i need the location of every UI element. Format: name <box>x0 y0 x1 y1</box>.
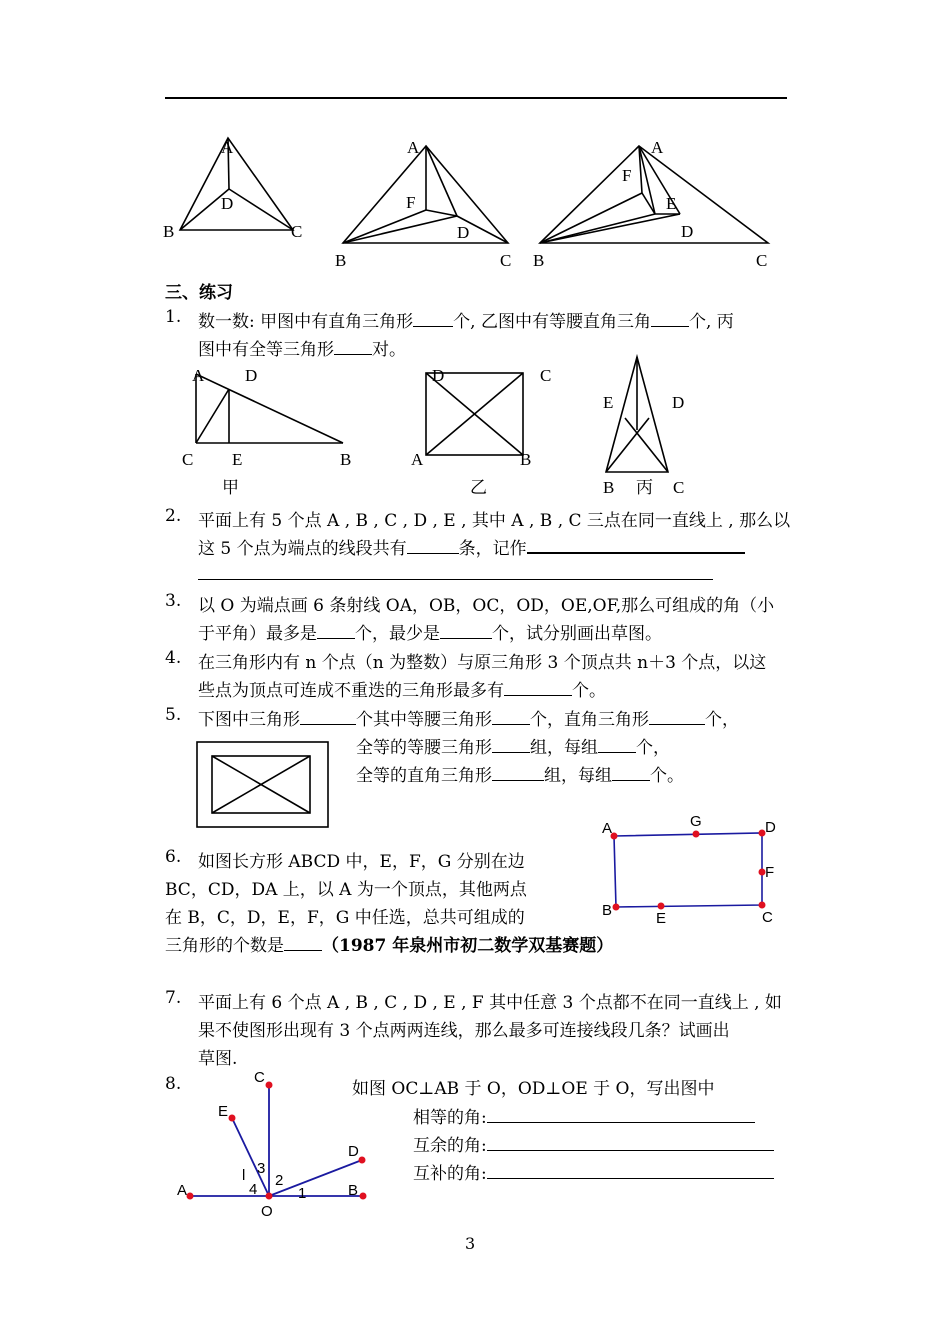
yi-label-A: A <box>411 450 424 469</box>
text-span: 些点为顶点可连成不重迭的三角形最多有 <box>198 681 504 701</box>
jia-label-D: D <box>245 366 258 385</box>
q5-number: 5. <box>165 705 182 725</box>
bing-label-B: B <box>603 478 615 497</box>
q7-line1: 平面上有 6 个点 A , B , C , D , E , F 其中任意 3 个点都不在同一直线上 , 如 <box>198 993 782 1013</box>
q8-angle-4: 4 <box>249 1181 258 1198</box>
text-span: 个。 <box>650 766 684 786</box>
q4-number: 4. <box>165 648 182 668</box>
text-span: 这 5 个点为端点的线段共有 <box>198 539 407 559</box>
fig3-label-C: C <box>756 251 768 270</box>
fig2-label-F: F <box>406 193 416 212</box>
fig1-label-B: B <box>163 222 175 241</box>
yi-label-C: C <box>540 366 552 385</box>
q8-angle-1: 1 <box>298 1185 307 1202</box>
jia-label-C: C <box>182 450 194 469</box>
q6-line1: 如图长方形 ABCD 中，E，F，G 分别在边 <box>198 852 525 872</box>
fig2-label-B: B <box>335 251 347 270</box>
fig3-label-B: B <box>533 251 545 270</box>
text-span: 互余的角: <box>413 1136 487 1156</box>
fig2-label-D: D <box>457 223 470 242</box>
yi-caption: 乙 <box>470 478 487 497</box>
fig1-label-C: C <box>291 222 303 241</box>
text-span: 对。 <box>372 340 406 360</box>
bing-label-E: E <box>603 393 614 412</box>
q8-intro: 如图 OC⊥AB 于 O，OD⊥OE 于 O，写出图中 <box>352 1079 715 1099</box>
fig1-label-D: D <box>221 194 234 213</box>
fig2-label-C: C <box>500 251 512 270</box>
text-span: 个，最少是 <box>355 624 440 644</box>
q8-label-B: B <box>348 1182 359 1199</box>
fig3-label-D: D <box>681 222 694 241</box>
q2-line1: 平面上有 5 个点 A , B , C , D , E , 其中 A , B , C 三点在同一直线上 , 那么以 <box>198 511 791 531</box>
q2-number: 2. <box>165 506 182 526</box>
jia-label-E: E <box>232 450 243 469</box>
q6-line2: BC，CD，DA 上，以 A 为一个顶点，其他两点 <box>165 880 527 900</box>
yi-label-D: D <box>432 366 445 385</box>
yi-label-B: B <box>520 450 532 469</box>
fig3-label-F: F <box>622 166 632 185</box>
q3-line1: 以 O 为端点画 6 条射线 OA，OB，OC，OD，OE,OF,那么可组成的角（小 <box>198 596 775 616</box>
q6-label-A: A <box>602 820 613 837</box>
text-span: 相等的角: <box>413 1108 487 1128</box>
q8-label-C: C <box>254 1069 265 1086</box>
q8-angle-3: 3 <box>257 1160 266 1177</box>
q6-label-B: B <box>602 902 613 919</box>
q7-number: 7. <box>165 988 182 1008</box>
q4-line1: 在三角形内有 n 个点（n 为整数）与原三角形 3 个顶点共 n＋3 个点，以这 <box>198 653 767 673</box>
text-span: 个，试分别画出草图。 <box>492 624 662 644</box>
text-span: 条，记作 <box>458 539 527 559</box>
text-span: 全等的直角三角形 <box>356 766 492 786</box>
q7-line3: 草图. <box>198 1049 238 1069</box>
jia-label-A: A <box>192 366 205 385</box>
q8-label-E: E <box>218 1103 229 1120</box>
text-span: 个， <box>705 710 739 730</box>
fig3-label-A: A <box>651 138 664 157</box>
text-span: 组，每组 <box>544 766 612 786</box>
text-span: 个， <box>636 738 670 758</box>
text-span: 下图中三角形 <box>198 710 300 730</box>
text-span: 三角形的个数是 <box>165 936 284 956</box>
q6-label-G: G <box>690 813 702 830</box>
text-span: 图中有全等三角形 <box>198 340 334 360</box>
q6-line3: 在 B，C，D，E，F，G 中任选，总共可组成的 <box>165 908 525 928</box>
page-number: 3 <box>465 1234 476 1253</box>
jia-caption: 甲 <box>222 478 239 497</box>
text-span: 个其中等腰三角形 <box>356 710 492 730</box>
text-span: 数一数: 甲图中有直角三角形 <box>198 312 414 332</box>
q6-label-C: C <box>762 909 773 926</box>
q6-label-F: F <box>765 864 775 881</box>
section-heading: 三、练习 <box>165 283 233 303</box>
q8-label-O: O <box>261 1203 273 1220</box>
text-span: 个, 乙图中有等腰直角三角 <box>453 312 651 332</box>
q8-label-A: A <box>177 1182 188 1199</box>
bing-label-C: C <box>673 478 685 497</box>
q6-label-E: E <box>656 910 667 927</box>
jia-label-B: B <box>340 450 352 469</box>
q8-angle-2: 2 <box>275 1172 284 1189</box>
bing-label-D: D <box>672 393 685 412</box>
q8-tick-mark: l <box>242 1167 246 1184</box>
fig1-label-A: A <box>221 138 234 157</box>
text-span: 于平角）最多是 <box>198 624 317 644</box>
text-span: 全等的等腰三角形 <box>356 738 492 758</box>
q8-label-D: D <box>348 1143 359 1160</box>
fig3-label-E: E <box>666 194 677 213</box>
q8-number: 8. <box>165 1074 182 1094</box>
text-span: 个, 丙 <box>688 312 734 332</box>
q7-line2: 果不使图形出现有 3 个点两两连线，那么最多可连接线段几条？试画出 <box>198 1021 730 1041</box>
text-span: 互补的角: <box>413 1164 487 1184</box>
text-span: 个，直角三角形 <box>530 710 649 730</box>
text-span: （1987 年泉州市初二数学双基赛题） <box>322 936 614 956</box>
q1-number: 1. <box>165 307 182 327</box>
bing-caption: 丙 <box>636 478 653 497</box>
q6-label-D: D <box>765 819 776 836</box>
text-span: 个。 <box>572 681 606 701</box>
q3-number: 3. <box>165 591 182 611</box>
q6-number: 6. <box>165 847 182 867</box>
fig2-label-A: A <box>407 138 420 157</box>
text-span: 组，每组 <box>530 738 598 758</box>
